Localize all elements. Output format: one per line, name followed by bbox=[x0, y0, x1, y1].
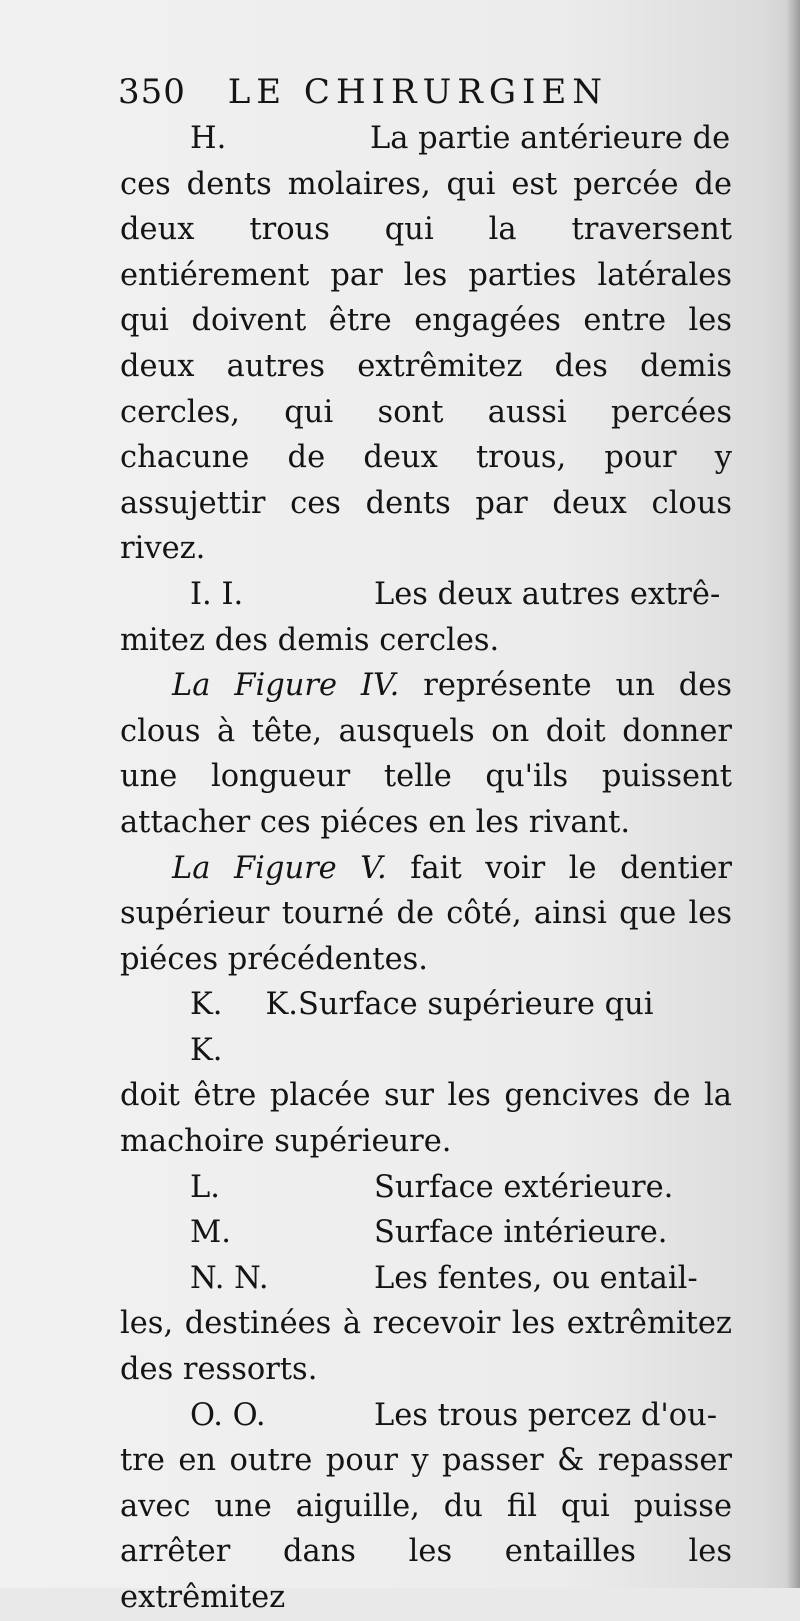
entry-label: I. I. bbox=[190, 576, 244, 612]
entry-o bbox=[120, 1393, 732, 1439]
entry-first-line: Les fentes, ou entail- bbox=[374, 1260, 698, 1296]
figure-v-text: fait voir le dentier supérieur tourné de côté, ainsi que les piéces précédentes. bbox=[120, 850, 732, 977]
page-number: 350 bbox=[118, 72, 186, 112]
entry-continuation: mitez des demis cercles. bbox=[120, 622, 500, 658]
entry-first-line: Les trous percez d'ou- bbox=[374, 1397, 718, 1433]
entry-text: Surface extérieure. bbox=[374, 1169, 674, 1205]
entry-first-line: La partie antérieure de bbox=[370, 121, 731, 156]
entry-continuation: ces dents molaires, qui est percée de deux trous qui la traversent entiérement par les parties latérales qui doivent être engagées entre les deux autres extrêmitez des demis cercles, qui sont aussi percées chacune de deux trous, pour y assujettir ces dents par deux clous rivez. bbox=[120, 166, 732, 567]
entry-n bbox=[120, 1256, 732, 1302]
entry-first-line: Surface supérieure qui bbox=[298, 987, 654, 1023]
entry-i bbox=[120, 572, 732, 618]
figure-iv-paragraph bbox=[120, 663, 732, 845]
entry-continuation: tre en outre pour y passer & repasser avec une aiguille, du fil qui puisse arrêter dans les entailles les extrêmitez bbox=[120, 1443, 732, 1615]
entry-l bbox=[120, 1165, 732, 1211]
running-title: LE CHIRURGIEN bbox=[227, 72, 609, 112]
entry-label: H. bbox=[190, 121, 227, 156]
entry-h bbox=[120, 116, 732, 162]
figure-v-paragraph bbox=[120, 846, 732, 983]
entry-m bbox=[120, 1210, 732, 1256]
entry-label: O. O. bbox=[190, 1397, 266, 1433]
entry-label: K. K. K. bbox=[190, 987, 298, 1068]
entry-label: M. bbox=[190, 1215, 231, 1251]
figure-v-title: La Figure V. bbox=[172, 850, 387, 886]
entry-continuation: doit être placée sur les gencives de la machoire supérieure. bbox=[120, 1078, 732, 1160]
running-header bbox=[118, 72, 608, 112]
entry-text: Surface intérieure. bbox=[374, 1215, 668, 1251]
page-edge-shadow bbox=[786, 0, 800, 1588]
entry-label: L. bbox=[190, 1169, 220, 1205]
figure-iv-title: La Figure IV. bbox=[172, 668, 400, 704]
entry-k bbox=[120, 982, 732, 1073]
figure-iv-text: représente un des clous à tête, ausquels on doit donner une longueur telle qu'ils puissent attacher ces piéces en les rivant. bbox=[120, 668, 732, 840]
body-text bbox=[120, 116, 732, 1621]
entry-first-line: Les deux autres extrê- bbox=[374, 576, 721, 612]
entry-label: N. N. bbox=[190, 1260, 269, 1296]
entry-continuation: les, destinées à recevoir les extrêmitez des ressorts. bbox=[120, 1306, 732, 1388]
